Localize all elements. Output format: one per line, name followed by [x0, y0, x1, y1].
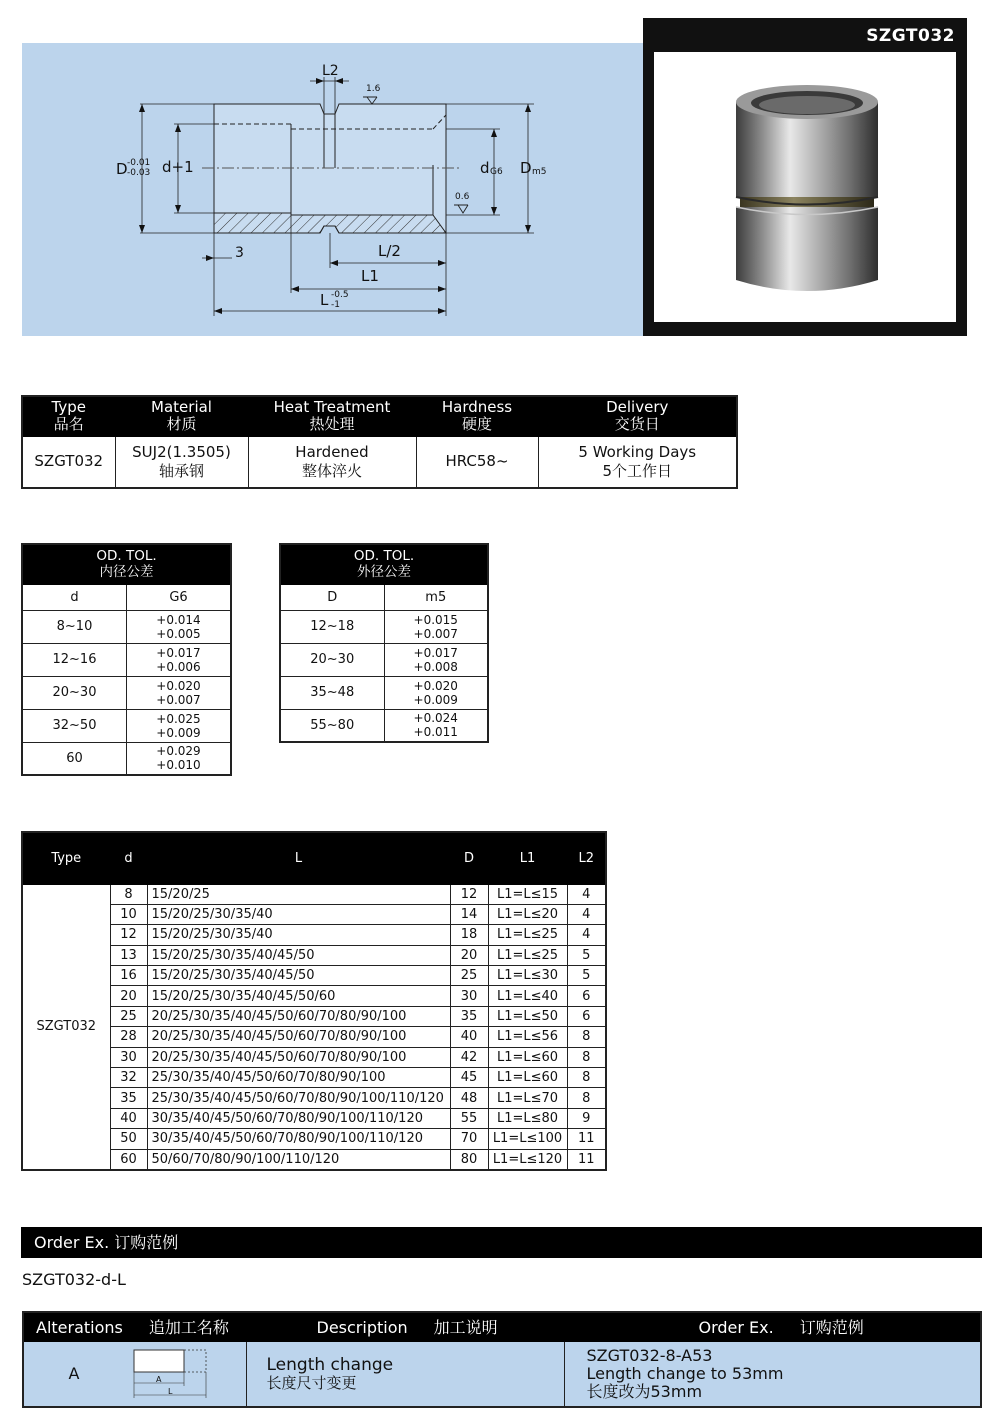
size-cell-d: 80 — [450, 1149, 488, 1170]
dim-L-half: L/2 — [378, 242, 401, 260]
size-cell-l1: L1=L≤60 — [488, 1047, 567, 1067]
tol-value: +0.017 +0.008 — [384, 643, 488, 676]
tol-range: 8~10 — [22, 610, 127, 643]
size-cell-l2: 6 — [567, 986, 606, 1006]
table-row — [22, 884, 606, 904]
alt-code: A — [68, 1364, 80, 1384]
order-example-bar: Order Ex. 订购范例 — [21, 1227, 982, 1258]
size-header-L: L — [147, 832, 450, 884]
header-hardness: Hardness 硬度 — [416, 396, 538, 436]
dim-D-right: D — [520, 159, 532, 177]
header-material: Material 材质 — [115, 396, 248, 436]
size-cell-d: 60 — [110, 1149, 147, 1170]
tol-range: 55~80 — [280, 709, 384, 742]
size-cell-d: 35 — [450, 1006, 488, 1026]
size-cell-d: 35 — [110, 1088, 147, 1108]
table-row — [22, 1088, 606, 1108]
size-cell-l: 15/20/25/30/35/40/45/50 — [147, 945, 450, 965]
size-cell-d: 20 — [110, 986, 147, 1006]
size-cell-d: 13 — [110, 945, 147, 965]
size-cell-d: 12 — [450, 884, 488, 904]
table-row — [22, 1047, 606, 1067]
roughness-top: 1.6 — [366, 84, 381, 94]
size-cell-d: 16 — [110, 966, 147, 986]
size-cell-l1: L1=L≤20 — [488, 904, 567, 924]
size-cell-l2: 8 — [567, 1047, 606, 1067]
table-row — [22, 945, 606, 965]
size-cell-l2: 11 — [567, 1129, 606, 1149]
size-cell-l: 15/20/25/30/35/40/45/50 — [147, 966, 450, 986]
table-row — [22, 1108, 606, 1128]
table-row — [22, 1027, 606, 1047]
size-cell-d: 55 — [450, 1108, 488, 1128]
size-cell-l: 15/20/25/30/35/40/45/50/60 — [147, 986, 450, 1006]
size-cell-l: 25/30/35/40/45/50/60/70/80/90/100/110/120 — [147, 1088, 450, 1108]
size-cell-l1: L1=L≤120 — [488, 1149, 567, 1170]
table-row — [22, 986, 606, 1006]
product-photo — [654, 52, 956, 322]
table-row — [22, 925, 606, 945]
size-header-type: Type — [22, 832, 110, 884]
tol-range: 35~48 — [280, 676, 384, 709]
tol-value: +0.020 +0.007 — [127, 676, 232, 709]
order-header: Order Ex. 订购范例 — [564, 1312, 981, 1341]
table-row — [22, 904, 606, 924]
size-cell-d: 8 — [110, 884, 147, 904]
size-cell-d: 28 — [110, 1027, 147, 1047]
size-cell-d: 40 — [450, 1027, 488, 1047]
tol-value: +0.015 +0.007 — [384, 610, 488, 643]
dim-l2: L2 — [322, 63, 339, 79]
size-cell-l1: L1=L≤80 — [488, 1108, 567, 1128]
table-row — [22, 709, 231, 742]
table-row — [22, 1006, 606, 1026]
alt-header: Alterations 追加工名称 — [23, 1312, 246, 1341]
size-cell-l1: L1=L≤25 — [488, 945, 567, 965]
size-cell-l: 20/25/30/35/40/45/50/60/70/80/90/100 — [147, 1027, 450, 1047]
alteration-row — [23, 1341, 981, 1407]
dim-L-tol-lower: -1 — [331, 300, 340, 310]
size-header-d: d — [110, 832, 147, 884]
size-cell-l: 20/25/30/35/40/45/50/60/70/80/90/100 — [147, 1047, 450, 1067]
size-cell-l: 30/35/40/45/50/60/70/80/90/100/110/120 — [147, 1129, 450, 1149]
size-cell-l1: L1=L≤15 — [488, 884, 567, 904]
icon-label-l: L — [168, 1386, 173, 1396]
size-cell-l2: 8 — [567, 1068, 606, 1088]
spec-delivery: 5 Working Days 5个工作日 — [538, 436, 737, 488]
size-cell-l2: 4 — [567, 925, 606, 945]
table-row — [22, 1129, 606, 1149]
table-row — [22, 1068, 606, 1088]
dim-L: L — [320, 291, 329, 309]
technical-drawing — [22, 43, 650, 336]
table-row — [280, 676, 488, 709]
size-header-L2: L2 — [567, 832, 606, 884]
size-header-D: D — [450, 832, 488, 884]
size-cell-d: 42 — [450, 1047, 488, 1067]
size-cell-l: 20/25/30/35/40/45/50/60/70/80/90/100 — [147, 1006, 450, 1026]
spec-hardness: HRC58~ — [416, 436, 538, 488]
size-cell-d: 25 — [450, 966, 488, 986]
size-cell-l2: 4 — [567, 904, 606, 924]
order-format: SZGT032-d-L — [22, 1270, 126, 1289]
size-cell-l2: 4 — [567, 884, 606, 904]
dim-d-tol: G6 — [490, 167, 503, 177]
size-cell-d: 25 — [110, 1006, 147, 1026]
size-cell-d: 12 — [110, 925, 147, 945]
size-cell-l: 15/20/25/30/35/40 — [147, 904, 450, 924]
size-cell-l1: L1=L≤100 — [488, 1129, 567, 1149]
size-cell-l: 15/20/25 — [147, 884, 450, 904]
header-type: Type 品名 — [22, 396, 115, 436]
tol-value: +0.020 +0.009 — [384, 676, 488, 709]
size-cell-d: 70 — [450, 1129, 488, 1149]
size-cell-l1: L1=L≤25 — [488, 925, 567, 945]
header-heat-treatment: Heat Treatment 热处理 — [248, 396, 416, 436]
inner-col-g6: G6 — [127, 584, 232, 610]
bushing-cross-section — [22, 43, 650, 336]
table-row — [22, 742, 231, 775]
table-row — [280, 709, 488, 742]
size-cell-d: 10 — [110, 904, 147, 924]
tol-range: 12~18 — [280, 610, 384, 643]
size-table — [21, 831, 607, 1171]
size-cell-d: 20 — [450, 945, 488, 965]
tol-value: +0.014 +0.005 — [127, 610, 232, 643]
tol-value: +0.017 +0.006 — [127, 643, 232, 676]
inner-col-d: d — [22, 584, 127, 610]
size-cell-l2: 6 — [567, 1006, 606, 1026]
alterations-table — [22, 1311, 982, 1408]
dim-3: 3 — [235, 245, 244, 261]
size-cell-d: 45 — [450, 1068, 488, 1088]
table-row — [22, 676, 231, 709]
size-cell-l2: 11 — [567, 1149, 606, 1170]
size-cell-d: 30 — [450, 986, 488, 1006]
size-cell-l: 30/35/40/45/50/60/70/80/90/100/110/120 — [147, 1108, 450, 1128]
dim-L-tol-upper: -0.5 — [331, 290, 349, 300]
size-cell-l2: 8 — [567, 1088, 606, 1108]
size-cell-d: 50 — [110, 1129, 147, 1149]
size-cell-l: 15/20/25/30/35/40 — [147, 925, 450, 945]
inner-tolerance-table — [21, 543, 232, 776]
size-type-cell: SZGT032 — [22, 884, 110, 1170]
inner-tolerance-title: OD. TOL. 内径公差 — [22, 544, 231, 584]
product-code-badge: SZGT032 — [866, 26, 955, 46]
header-delivery: Delivery 交货日 — [538, 396, 737, 436]
tol-range: 32~50 — [22, 709, 127, 742]
product-photo-frame — [643, 18, 967, 336]
dim-D-right-tol: m5 — [532, 167, 547, 177]
spec-table — [21, 395, 738, 489]
tol-value: +0.024 +0.011 — [384, 709, 488, 742]
size-cell-l2: 5 — [567, 945, 606, 965]
length-change-icon — [124, 1346, 214, 1402]
size-cell-l: 50/60/70/80/90/100/110/120 — [147, 1149, 450, 1170]
dim-d-plus-1: d+1 — [162, 158, 194, 176]
size-cell-d: 30 — [110, 1047, 147, 1067]
size-cell-l2: 9 — [567, 1108, 606, 1128]
spec-material: SUJ2(1.3505) 轴承钢 — [115, 436, 248, 488]
size-cell-l1: L1=L≤70 — [488, 1088, 567, 1108]
size-cell-d: 48 — [450, 1088, 488, 1108]
outer-col-m5: m5 — [384, 584, 488, 610]
outer-col-D: D — [280, 584, 384, 610]
table-row — [22, 643, 231, 676]
alt-order-example: SZGT032-8-A53 Length change to 53mm 长度改为53mm — [564, 1341, 981, 1407]
desc-header: Description 加工说明 — [246, 1312, 564, 1341]
size-cell-l1: L1=L≤40 — [488, 986, 567, 1006]
spec-type: SZGT032 — [22, 436, 115, 488]
icon-label-a: A — [156, 1374, 162, 1384]
tol-range: 20~30 — [22, 676, 127, 709]
dim-D-tol-lower: -0.03 — [127, 168, 151, 178]
size-cell-l1: L1=L≤60 — [488, 1068, 567, 1088]
dim-D: D — [116, 160, 128, 178]
size-cell-d: 18 — [450, 925, 488, 945]
size-cell-d: 14 — [450, 904, 488, 924]
roughness-side: 0.6 — [455, 192, 470, 202]
size-cell-l2: 8 — [567, 1027, 606, 1047]
alt-cell — [23, 1341, 246, 1407]
dim-D-tol-upper: -0.01 — [127, 158, 151, 168]
size-cell-l: 25/30/35/40/45/50/60/70/80/90/100 — [147, 1068, 450, 1088]
tol-value: +0.029 +0.010 — [127, 742, 232, 775]
table-row — [22, 966, 606, 986]
spec-row — [22, 436, 737, 488]
table-row — [22, 610, 231, 643]
size-cell-l2: 5 — [567, 966, 606, 986]
size-header-L1: L1 — [488, 832, 567, 884]
tol-value: +0.025 +0.009 — [127, 709, 232, 742]
spec-heat-treatment: Hardened 整体淬火 — [248, 436, 416, 488]
alt-description: Length change 长度尺寸变更 — [246, 1341, 564, 1407]
table-row — [22, 1149, 606, 1170]
size-cell-l1: L1=L≤50 — [488, 1006, 567, 1026]
dim-d: d — [480, 159, 490, 177]
size-cell-l1: L1=L≤30 — [488, 966, 567, 986]
table-row — [280, 610, 488, 643]
bushing-illustration — [654, 52, 956, 322]
outer-tolerance-table — [279, 543, 489, 743]
outer-tolerance-title: OD. TOL. 外径公差 — [280, 544, 488, 584]
size-cell-d: 32 — [110, 1068, 147, 1088]
tol-range: 20~30 — [280, 643, 384, 676]
table-row — [280, 643, 488, 676]
size-cell-l1: L1=L≤56 — [488, 1027, 567, 1047]
size-cell-d: 40 — [110, 1108, 147, 1128]
dim-L1: L1 — [361, 267, 379, 285]
tol-range: 60 — [22, 742, 127, 775]
tol-range: 12~16 — [22, 643, 127, 676]
